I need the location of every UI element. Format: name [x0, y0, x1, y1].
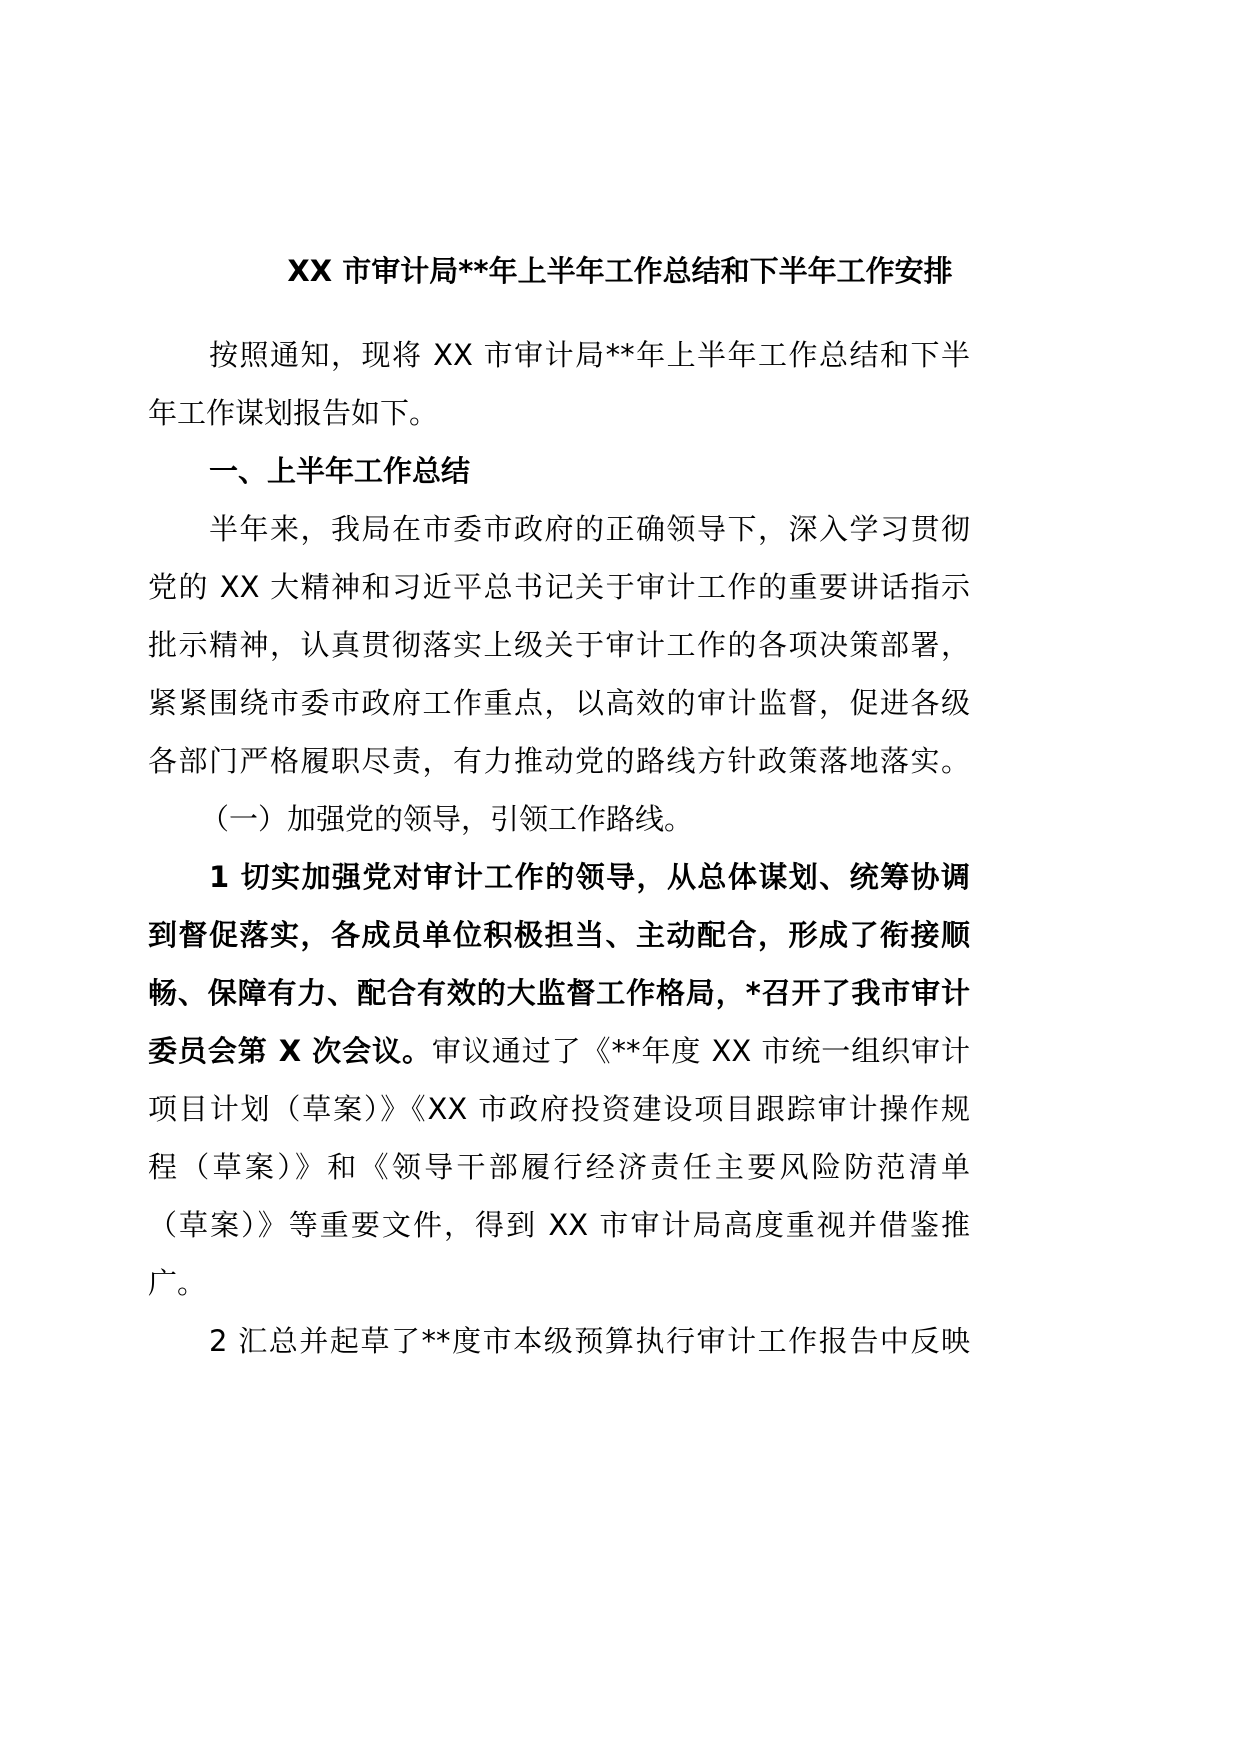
item-1-bold-clause: 委员会第 X 次会议。: [148, 1034, 432, 1068]
document-title: XX 市审计局**年上半年工作总结和下半年工作安排: [287, 254, 953, 288]
item-1-line-8: 广。: [148, 1266, 207, 1300]
item-1-line-5: 项目计划（草案）》《XX 市政府投资建设项目跟踪审计操作规: [148, 1092, 970, 1126]
item-1-line-1: 1 切实加强党对审计工作的领导，从总体谋划、统筹协调: [209, 860, 970, 894]
summary-paragraph-line-2: 党的 XX 大精神和习近平总书记关于审计工作的重要讲话指示: [148, 570, 970, 604]
summary-paragraph-line-4: 紧紧围绕市委市政府工作重点，以高效的审计监督，促进各级: [148, 686, 970, 720]
intro-paragraph-line-2: 年工作谋划报告如下。: [148, 396, 439, 430]
item-1-line-6: 程（草案）》和《领导干部履行经济责任主要风险防范清单: [148, 1150, 970, 1184]
summary-paragraph-line-5: 各部门严格履职尽责，有力推动党的路线方针政策落地落实。: [148, 744, 970, 778]
summary-paragraph-line-1: 半年来，我局在市委市政府的正确领导下，深入学习贯彻: [209, 512, 970, 546]
item-1-normal-clause: 审议通过了《**年度 XX 市统一组织审计: [431, 1034, 971, 1068]
item-1-line-2: 到督促落实，各成员单位积极担当、主动配合，形成了衔接顺: [148, 918, 970, 952]
intro-paragraph-line-1: 按照通知，现将 XX 市审计局**年上半年工作总结和下半: [209, 338, 970, 372]
subsection-heading-1: （一）加强党的领导，引领工作路线。: [200, 802, 694, 836]
item-1-line-4: [148, 1031, 970, 1071]
section-heading-1: 一、上半年工作总结: [209, 454, 471, 488]
item-2-line-1: 2 汇总并起草了**度市本级预算执行审计工作报告中反映: [209, 1324, 970, 1358]
summary-paragraph-line-3: 批示精神，认真贯彻落实上级关于审计工作的各项决策部署，: [148, 628, 970, 662]
item-1-line-3: 畅、保障有力、配合有效的大监督工作格局，*召开了我市审计: [148, 976, 970, 1010]
item-1-line-7: （草案）》等重要文件，得到 XX 市审计局高度重视并借鉴推: [148, 1208, 970, 1242]
